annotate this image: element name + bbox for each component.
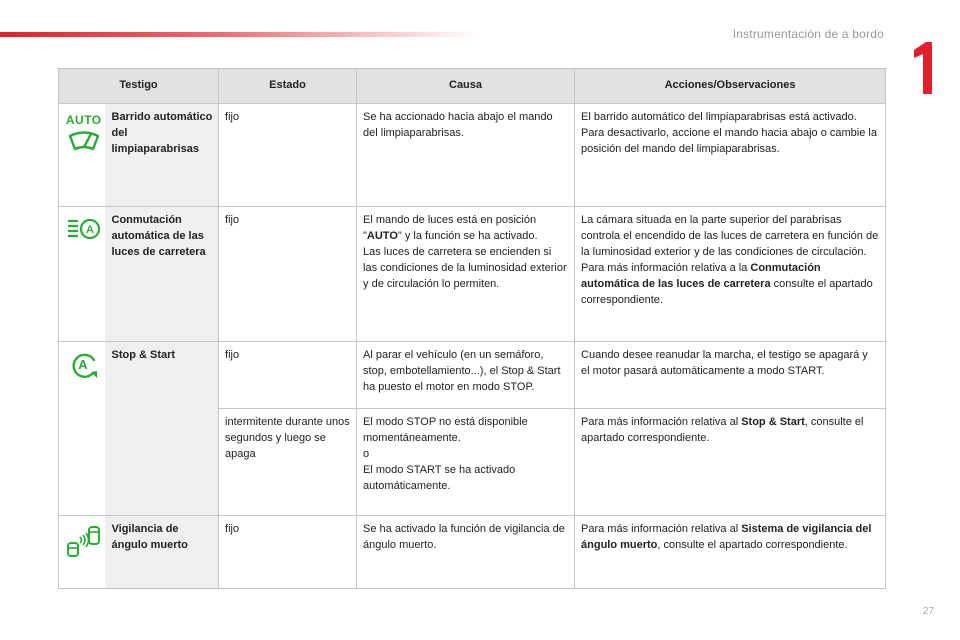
svg-text:A: A — [85, 224, 94, 236]
acciones-text: La cámara situada en la parte superior del parabrisas controla el encendido de las luces de carretera en función de la luminosidad exterior y de las condiciones de circulación. — [581, 214, 879, 258]
causa-cell: Se ha activado la función de vigilancia de ángulo muerto. — [357, 516, 575, 589]
causa-text-part: " y la función se ha activado. — [397, 229, 538, 242]
table-header-row — [59, 69, 886, 104]
indicator-icon-cell — [59, 516, 105, 589]
indicator-name: Vigilancia de ángulo muerto — [105, 516, 219, 589]
indicator-name: Conmutación automática de las luces de carretera — [105, 207, 219, 342]
header-accent-bar — [0, 32, 480, 37]
indicator-name: Stop & Start — [105, 342, 219, 516]
acciones-cell: Cuando desee reanudar la marcha, el testigo se apagará y el motor pasará automáticamente a modo START. — [575, 342, 886, 409]
stop-start-icon — [67, 350, 101, 380]
causa-text: El modo START se ha activado automáticamente. — [363, 463, 516, 492]
causa-text-bold: AUTO — [366, 229, 398, 242]
acciones-text-part: Para más información relativa al — [581, 523, 742, 535]
acciones-text — [581, 522, 879, 554]
acciones-text-part: Para más información relativa a la — [581, 261, 751, 274]
causa-cell — [357, 207, 575, 342]
blind-spot-icon — [65, 524, 103, 558]
column-header-acciones: Acciones/Observaciones — [575, 69, 886, 104]
auto-wiper-icon — [67, 129, 101, 155]
column-header-causa: Causa — [357, 69, 575, 104]
indicator-icon-cell — [59, 207, 105, 342]
chapter-number — [910, 40, 934, 96]
acciones-text — [581, 261, 879, 309]
causa-text — [363, 213, 568, 245]
indicator-name: Barrido automático del limpiaparabrisas — [105, 104, 219, 207]
acciones-cell — [575, 409, 886, 516]
estado-cell: fijo — [219, 207, 357, 342]
indicator-icon-cell — [59, 342, 105, 516]
column-header-estado: Estado — [219, 69, 357, 104]
acciones-cell — [575, 207, 886, 342]
estado-cell: fijo — [219, 516, 357, 589]
acciones-cell — [575, 104, 886, 207]
table-row — [59, 342, 886, 409]
causa-text-part: El mando de luces está en posición " — [363, 214, 537, 242]
column-header-testigo: Testigo — [59, 69, 219, 104]
acciones-text-bold: Conmutación automática de las luces de carretera — [581, 261, 821, 290]
acciones-text: Para desactivarlo, accione el mando hacia abajo o cambie la posición del mando del limpiaparabrisas. — [581, 126, 877, 155]
acciones-text: El barrido automático del limpiaparabrisas está activado. — [581, 111, 857, 123]
acciones-text-part: Para más información relativa al — [581, 416, 742, 428]
table-row — [59, 104, 886, 207]
table-row — [59, 207, 886, 342]
table-row — [59, 516, 886, 589]
estado-cell: intermitente durante unos segundos y luego se apaga — [219, 409, 357, 516]
auto-wiper-label: AUTO — [65, 113, 102, 127]
acciones-text-bold: Sistema de vigilancia del ángulo muerto — [581, 523, 872, 551]
causa-text: o — [363, 447, 370, 460]
indicator-icon-cell — [59, 104, 105, 207]
causa-cell: Al parar el vehículo (en un semáforo, stop, embotellamiento...), el Stop & Start ha puesto el motor en modo STOP. — [357, 342, 575, 409]
auto-high-beam-icon — [66, 215, 102, 243]
section-title: Instrumentación de a bordo — [732, 27, 884, 41]
svg-text:A: A — [78, 357, 88, 372]
acciones-text-bold: Stop & Start — [741, 416, 805, 428]
indicator-table — [58, 68, 886, 589]
estado-cell: fijo — [219, 104, 357, 207]
causa-cell: Se ha accionado hacia abajo el mando del limpiaparabrisas. — [357, 104, 575, 207]
causa-text: El modo STOP no está disponible momentáneamente. — [363, 416, 528, 444]
page-number: 27 — [922, 606, 934, 617]
acciones-text-part: , consulte el apartado correspondiente. — [581, 416, 864, 444]
causa-cell — [357, 409, 575, 516]
acciones-cell — [575, 516, 886, 589]
acciones-text-part: consulte el apartado correspondiente. — [581, 277, 873, 306]
acciones-text — [581, 415, 879, 447]
acciones-text-part: , consulte el apartado correspondiente. — [657, 538, 848, 551]
causa-text: Las luces de carretera se encienden si las condiciones de la luminosidad exterior y de circulación lo permiten. — [363, 245, 567, 290]
estado-cell: fijo — [219, 342, 357, 409]
